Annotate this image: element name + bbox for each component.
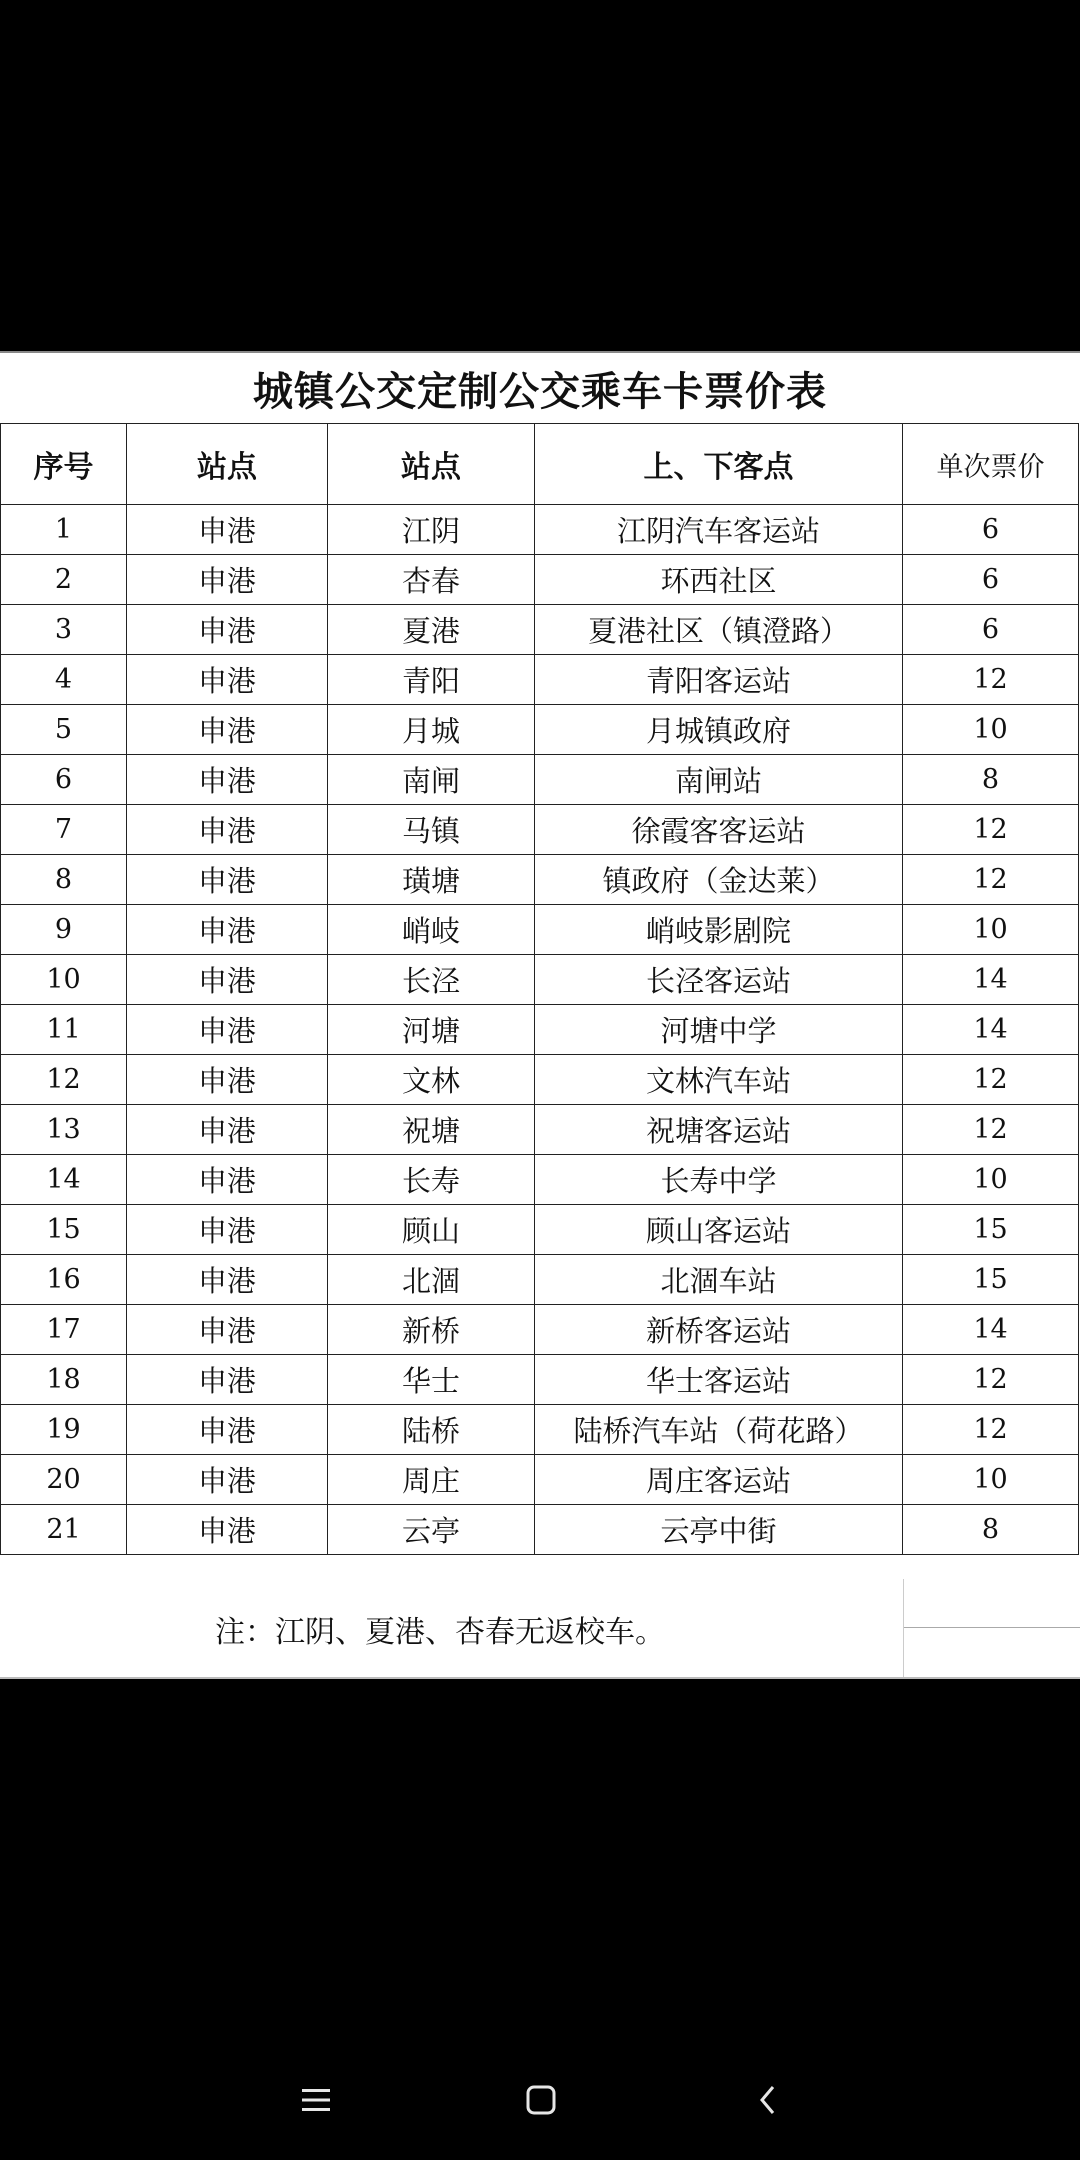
destination-station-cell: 祝塘: [328, 1105, 535, 1155]
row-index-cell: 4: [1, 655, 127, 705]
destination-station-cell: 杏春: [328, 555, 535, 605]
stop-name-cell: 月城镇政府: [535, 705, 903, 755]
destination-station-cell: 新桥: [328, 1305, 535, 1355]
origin-station-cell: 申港: [127, 855, 328, 905]
destination-station-cell: 陆桥: [328, 1405, 535, 1455]
origin-station-cell: 申港: [127, 605, 328, 655]
origin-station-cell: 申港: [127, 555, 328, 605]
origin-station-cell: 申港: [127, 905, 328, 955]
note-section: [0, 1579, 1080, 1679]
row-index-cell: 19: [1, 1405, 127, 1455]
destination-station-cell: 长寿: [328, 1155, 535, 1205]
destination-station-cell: 江阴: [328, 505, 535, 555]
stop-name-cell: 江阴汽车客运站: [535, 505, 903, 555]
row-index-cell: 21: [1, 1505, 127, 1555]
fare-price-cell: 6: [903, 505, 1079, 555]
origin-station-cell: 申港: [127, 1255, 328, 1305]
table-row: [1, 905, 1079, 955]
stop-name-cell: 北涸车站: [535, 1255, 903, 1305]
stop-name-cell: 青阳客运站: [535, 655, 903, 705]
fare-price-cell: 12: [903, 855, 1079, 905]
fare-price-cell: 15: [903, 1255, 1079, 1305]
origin-station-cell: 申港: [127, 1205, 328, 1255]
row-index-cell: 9: [1, 905, 127, 955]
fare-price-cell: 12: [903, 1055, 1079, 1105]
row-index-cell: 7: [1, 805, 127, 855]
fare-price-cell: 6: [903, 605, 1079, 655]
header-destination-station: 站点: [328, 424, 535, 505]
fare-price-cell: 14: [903, 1305, 1079, 1355]
destination-station-cell: 文林: [328, 1055, 535, 1105]
fare-price-cell: 6: [903, 555, 1079, 605]
row-index-cell: 1: [1, 505, 127, 555]
header-stop: 上、下客点: [535, 424, 903, 505]
origin-station-cell: 申港: [127, 1355, 328, 1405]
destination-station-cell: 峭岐: [328, 905, 535, 955]
table-row: [1, 1205, 1079, 1255]
row-index-cell: 14: [1, 1155, 127, 1205]
destination-station-cell: 河塘: [328, 1005, 535, 1055]
table-row: [1, 605, 1079, 655]
fare-table-image: [0, 351, 1080, 1679]
stop-name-cell: 云亭中街: [535, 1505, 903, 1555]
origin-station-cell: 申港: [127, 1505, 328, 1555]
page-title: 城镇公交定制公交乘车卡票价表: [0, 351, 1080, 423]
table-row: [1, 1505, 1079, 1555]
stop-name-cell: 长泾客运站: [535, 955, 903, 1005]
origin-station-cell: 申港: [127, 1055, 328, 1105]
table-row: [1, 1355, 1079, 1405]
row-index-cell: 6: [1, 755, 127, 805]
fare-price-cell: 12: [903, 1355, 1079, 1405]
stop-name-cell: 环西社区: [535, 555, 903, 605]
table-row: [1, 705, 1079, 755]
table-row: [1, 1405, 1079, 1455]
row-index-cell: 3: [1, 605, 127, 655]
stop-name-cell: 顾山客运站: [535, 1205, 903, 1255]
destination-station-cell: 夏港: [328, 605, 535, 655]
origin-station-cell: 申港: [127, 655, 328, 705]
row-index-cell: 16: [1, 1255, 127, 1305]
table-row: [1, 1255, 1079, 1305]
back-chevron-icon: [757, 2084, 779, 2116]
destination-station-cell: 马镇: [328, 805, 535, 855]
origin-station-cell: 申港: [127, 1305, 328, 1355]
fare-price-cell: 14: [903, 955, 1079, 1005]
stop-name-cell: 夏港社区（镇澄路）: [535, 605, 903, 655]
note-text: 注：江阴、夏港、杏春无返校车。: [215, 1615, 665, 1650]
fare-price-cell: 14: [903, 1005, 1079, 1055]
header-index: 序号: [1, 424, 127, 505]
table-row: [1, 1005, 1079, 1055]
destination-station-cell: 周庄: [328, 1455, 535, 1505]
table-body: [1, 505, 1079, 1555]
fare-price-cell: 12: [903, 1405, 1079, 1455]
row-index-cell: 10: [1, 955, 127, 1005]
home-button[interactable]: [511, 2070, 571, 2130]
stop-name-cell: 镇政府（金达莱）: [535, 855, 903, 905]
menu-button[interactable]: [286, 2070, 346, 2130]
stop-name-cell: 长寿中学: [535, 1155, 903, 1205]
origin-station-cell: 申港: [127, 1105, 328, 1155]
header-origin-station: 站点: [127, 424, 328, 505]
table-row: [1, 555, 1079, 605]
stop-name-cell: 新桥客运站: [535, 1305, 903, 1355]
table-row: [1, 805, 1079, 855]
destination-station-cell: 璜塘: [328, 855, 535, 905]
fare-price-cell: 12: [903, 805, 1079, 855]
table-row: [1, 1155, 1079, 1205]
stop-name-cell: 周庄客运站: [535, 1455, 903, 1505]
menu-icon: [301, 2087, 331, 2113]
origin-station-cell: 申港: [127, 1455, 328, 1505]
table-row: [1, 1305, 1079, 1355]
origin-station-cell: 申港: [127, 755, 328, 805]
stop-name-cell: 南闸站: [535, 755, 903, 805]
table-row: [1, 855, 1079, 905]
fare-price-cell: 10: [903, 1155, 1079, 1205]
fare-price-cell: 12: [903, 655, 1079, 705]
stop-name-cell: 文林汽车站: [535, 1055, 903, 1105]
row-index-cell: 8: [1, 855, 127, 905]
destination-station-cell: 青阳: [328, 655, 535, 705]
row-index-cell: 15: [1, 1205, 127, 1255]
row-index-cell: 11: [1, 1005, 127, 1055]
destination-station-cell: 北涸: [328, 1255, 535, 1305]
table-row: [1, 1105, 1079, 1155]
table-row: [1, 505, 1079, 555]
origin-station-cell: 申港: [127, 705, 328, 755]
table-row: [1, 955, 1079, 1005]
back-button[interactable]: [738, 2070, 798, 2130]
destination-station-cell: 南闸: [328, 755, 535, 805]
empty-cell: [903, 1579, 1080, 1677]
destination-station-cell: 月城: [328, 705, 535, 755]
stop-name-cell: 陆桥汽车站（荷花路）: [535, 1405, 903, 1455]
fare-price-cell: 8: [903, 1505, 1079, 1555]
table-row: [1, 1055, 1079, 1105]
row-index-cell: 12: [1, 1055, 127, 1105]
origin-station-cell: 申港: [127, 505, 328, 555]
row-index-cell: 20: [1, 1455, 127, 1505]
origin-station-cell: 申港: [127, 805, 328, 855]
origin-station-cell: 申港: [127, 955, 328, 1005]
destination-station-cell: 长泾: [328, 955, 535, 1005]
fare-table: [0, 423, 1079, 1555]
row-index-cell: 13: [1, 1105, 127, 1155]
row-index-cell: 5: [1, 705, 127, 755]
stop-name-cell: 峭岐影剧院: [535, 905, 903, 955]
origin-station-cell: 申港: [127, 1005, 328, 1055]
fare-price-cell: 12: [903, 1105, 1079, 1155]
stop-name-cell: 徐霞客客运站: [535, 805, 903, 855]
fare-price-cell: 10: [903, 1455, 1079, 1505]
row-index-cell: 2: [1, 555, 127, 605]
stop-name-cell: 华士客运站: [535, 1355, 903, 1405]
table-row: [1, 655, 1079, 705]
table-header-row: [1, 424, 1079, 505]
origin-station-cell: 申港: [127, 1405, 328, 1455]
table-row: [1, 1455, 1079, 1505]
home-square-icon: [525, 2084, 557, 2116]
navigation-bar: [0, 2040, 1080, 2160]
destination-station-cell: 云亭: [328, 1505, 535, 1555]
fare-price-cell: 10: [903, 705, 1079, 755]
row-index-cell: 18: [1, 1355, 127, 1405]
header-price: 单次票价: [903, 424, 1079, 505]
origin-station-cell: 申港: [127, 1155, 328, 1205]
fare-price-cell: 10: [903, 905, 1079, 955]
destination-station-cell: 华士: [328, 1355, 535, 1405]
fare-price-cell: 15: [903, 1205, 1079, 1255]
destination-station-cell: 顾山: [328, 1205, 535, 1255]
row-index-cell: 17: [1, 1305, 127, 1355]
fare-price-cell: 8: [903, 755, 1079, 805]
stop-name-cell: 河塘中学: [535, 1005, 903, 1055]
table-row: [1, 755, 1079, 805]
stop-name-cell: 祝塘客运站: [535, 1105, 903, 1155]
